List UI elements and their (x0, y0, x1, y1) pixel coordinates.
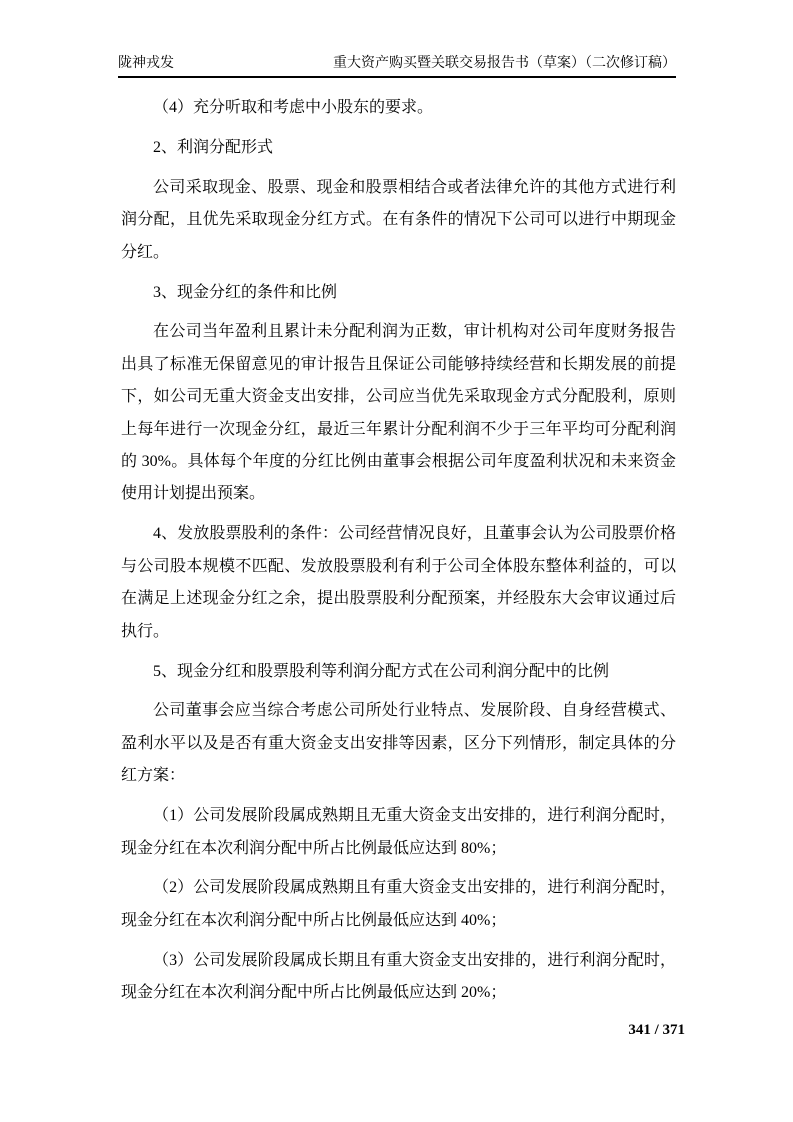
heading-3-cash-dividend-conditions: 3、现金分红的条件和比例 (153, 283, 338, 301)
paragraph-distribution-form: 公司采取现金、股票、现金和股票相结合或者法律允许的其他方式进行利润分配，且优先采取现金分红方式。在有条件的情况下公司可以进行中期现金分红。 (121, 178, 676, 261)
page-number: 341 / 371 (628, 1022, 685, 1038)
paragraph-item-4: （4）充分听取和考虑中小股东的要求。 (153, 99, 434, 116)
paragraph-case-2-mature-with-expenditure: （2）公司发展阶段属成熟期且有重大资金支出安排的，进行利润分配时，现金分红在本次利润分配中所占比例最低应达到 40%； (121, 879, 676, 929)
paragraph-cash-dividend-conditions: 在公司当年盈利且累计未分配利润为正数，审计机构对公司年度财务报告出具了标准无保留意见的审计报告且保证公司能够持续经营和长期发展的前提下，如公司无重大资金支出安排，公司应当优先采取现金方式分配股利，原则上每年进行一次现金分红，最近三年累计分配利润不少于三年平均可分配利润的 30%。具体每个年度的分红比例由董事会根据公司年度盈利状况和未来资金使用计划提出预案。 (121, 323, 676, 503)
paragraph-case-1-mature-no-expenditure: （1）公司发展阶段属成熟期且无重大资金支出安排的，进行利润分配时，现金分红在本次利润分配中所占比例最低应达到 80%； (121, 807, 676, 857)
page-footer (628, 1021, 685, 1039)
paragraph-board-considerations: 公司董事会应当综合考虑公司所处行业特点、发展阶段、自身经营模式、盈利水平以及是否有重大资金支出安排等因素，区分下列情形，制定具体的分红方案： (121, 702, 676, 785)
header-report-title: 重大资产购买暨关联交易报告书（草案）（二次修订稿） (333, 56, 676, 71)
heading-5-distribution-ratio: 5、现金分红和股票股利等利润分配方式在公司利润分配中的比例 (153, 662, 610, 680)
paragraph-4-stock-dividend-conditions: 4、发放股票股利的条件：公司经营情况良好，且董事会认为公司股票价格与公司股本规模不匹配、发放股票股利有利于公司全体股东整体利益的，可以在满足上述现金分红之余，提出股票股利分配预案，并经股东大会审议通过后执行。 (121, 525, 676, 640)
paragraph-case-3-growth-with-expenditure: （3）公司发展阶段属成长期且有重大资金支出安排的，进行利润分配时，现金分红在本次利润分配中所占比例最低应达到 20%； (121, 951, 676, 1002)
heading-2-profit-distribution-form: 2、利润分配形式 (153, 138, 274, 156)
document-content (121, 92, 676, 1017)
header-company-name: 陇神戎发 (118, 56, 174, 71)
page-header (118, 55, 676, 78)
